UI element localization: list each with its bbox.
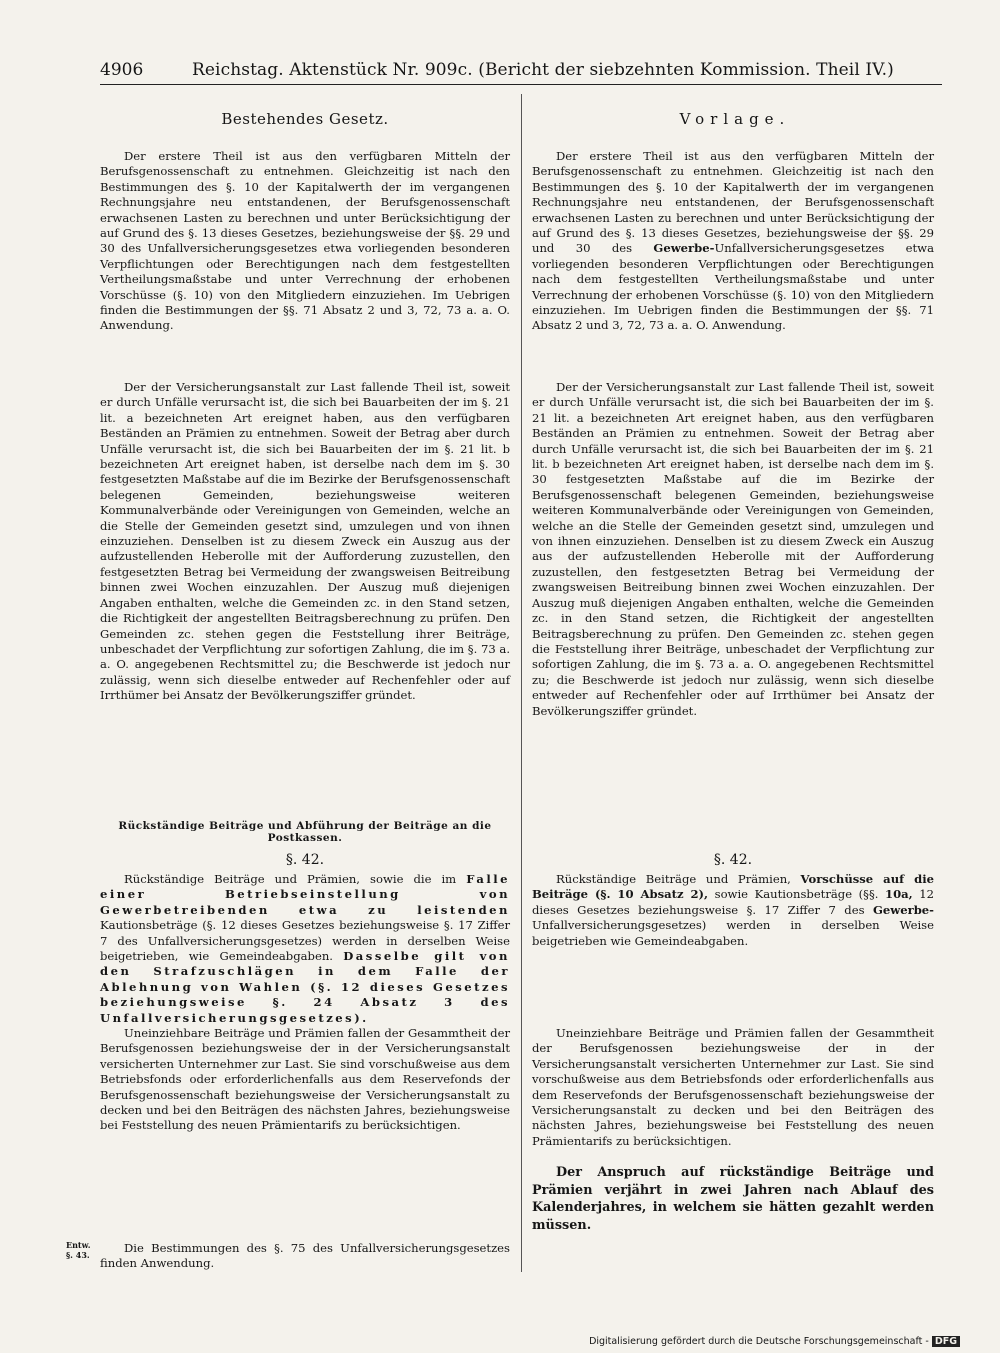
right-para-3-text bbox=[532, 872, 934, 949]
left-para-4 bbox=[100, 1026, 510, 1134]
left-para-4-text: Uneinziehbare Beiträge und Prämien fallen der Gesammtheit der Berufsgenossen beziehungsweise der in der Versicherungsanstalt versicherten Unternehmer zur Last. Sie sind vorschußweise aus dem Betriebsfonds oder erforderlichenfalls aus dem Reservefonds der Berufsgenossenschaft beziehungsweise der Versicherungsanstalt zu decken und bei den Beiträgen des nächsten Jahres, beziehungsweise bei Feststellung des neuen Prämientarifs zu berücksichtigen. bbox=[100, 1026, 510, 1133]
running-title: Reichstag. Aktenstück Nr. 909c. (Bericht der siebzehnten Kommission. Theil IV.) bbox=[192, 60, 894, 80]
right-para-5 bbox=[532, 1164, 934, 1234]
left-s42-a: Rückständige Beiträge und Prämien, sowie die im bbox=[124, 872, 457, 886]
section-heading: Rückständige Beiträge und Abführung der Beiträge an die Postkassen. bbox=[118, 820, 492, 844]
left-para-2-text: Der der Versicherungsanstalt zur Last fallende Theil ist, soweit er durch Unfälle verursacht ist, die sich bei Bauarbeiten der im §. 21 lit. a bezeichneten Art ereignet haben, aus den verfügbaren Beständen an Prämien zu entnehmen. Soweit der Betrag aber durch Unfälle verursacht ist, die sich bei Bauarbeiten der im §. 21 lit. b bezeichneten Art ereignet haben, ist derselbe nach dem im §. 30 festgesetzten Maßstabe auf die im Bezirke der Berufsgenossenschaft belegenen Gemeinden, beziehungsweise weiteren Kommunalverbände oder Vereinigungen von Gemeinden, welche an die Stelle der Gemeinden gesetzt sind, umzulegen und von ihnen einzuziehen. Denselben ist zu diesem Zweck ein Auszug aus der aufzustellenden Heberolle mit der Aufforderung zuzustellen, den festgesetzten Betrag bei Vermeidung der zwangsweisen Beitreibung binnen zwei Wochen einzuzahlen. Der Auszug muß diejenigen Angaben enthalten, welche die Gemeinden zc. in den Stand setzen, die Richtigkeit der angestellten Beitragsberechnung zu prüfen. Den Gemeinden zc. stehen gegen die Feststellung ihrer Beiträge, unbeschadet der Verpflichtung zur sofortigen Zahlung, die im §. 73 a. a. O. angegebenen Rechtsmittel zu; die Beschwerde ist jedoch nur zulässig, wenn sich dieselbe entweder auf Rechenfehler oder auf Irrthümer bei Ansatz der Bevölkerungsziffer gründet. bbox=[100, 380, 510, 703]
left-column-heading: Bestehendes Gesetz. bbox=[221, 110, 389, 128]
right-para-2 bbox=[532, 380, 934, 719]
right-s42-c: 12 dieses Gesetzes beziehungsweise §. 17 Ziffer 7 des bbox=[532, 887, 934, 917]
right-section-number: §. 42. bbox=[713, 852, 753, 868]
left-s42-spaced-1: Falle einer Betriebseinstellung von Gewerbetreibenden etwa zu leistenden bbox=[100, 872, 511, 917]
left-s42-spaced-2: Dasselbe gilt von den Strafzuschlägen in dem Falle der Ablehnung von Wahlen (§. 12 dieses Gesetzes beziehungsweise §. 24 Absatz 3 des Unfallversicherungsgesetzes). bbox=[100, 949, 510, 1025]
left-para-1 bbox=[100, 149, 510, 334]
right-para-1-b: Unfallversicherungsgesetzes etwa vorliegenden besonderen Verpflichtungen oder Berechtigungen nach dem festgestellten Vertheilungsmaßstabe und unter Verrechnung der erhobenen Vorschüsse (§. 10) von den Mitgliedern einzuziehen. Im Uebrigen finden die Bestimmungen der §§. 71 Absatz 2 und 3, 72, 73 a. a. O. Anwendung. bbox=[532, 241, 934, 333]
right-para-3 bbox=[532, 872, 934, 949]
left-s42-c: Kautionsbeträge (§. 12 dieses Gesetzes beziehungsweise §. 17 Ziffer 7 des Unfallversicherungsgesetzes) werden in derselben Weise beigetrieben, wie Gemeindeabgaben. bbox=[100, 918, 510, 964]
header-rule bbox=[100, 84, 942, 85]
margin-note-line-2: §. 43. bbox=[66, 1250, 90, 1260]
right-s42-a: Rückständige Beiträge und Prämien, bbox=[556, 872, 801, 886]
margin-note-line-1: Entw. bbox=[66, 1240, 91, 1250]
left-para-1-text: Der erstere Theil ist aus den verfügbaren Mitteln der Berufsgenossenschaft zu entnehmen. Gleichzeitig ist nach den Bestimmungen des §. 10 der Kapitalwerth der im vergangenen Rechnungsjahre neu entstandenen, der Berufsgenossenschaft erwachsenen Lasten zu berechnen und unter Berücksichtigung der auf Grund des §. 13 dieses Gesetzes, beziehungsweise der §§. 29 und 30 des Unfallversicherungsgesetzes etwa vorliegenden besonderen Verpflichtungen oder Berechtigungen nach dem festgestellten Vertheilungsmaßstabe und unter Verrechnung der erhobenen Vorschüsse (§. 10) von den Mitgliedern einzuziehen. Im Uebrigen finden die Bestimmungen der §§. 71 Absatz 2 und 3, 72, 73 a. a. O. Anwendung. bbox=[100, 149, 510, 333]
right-para-5-text: Der Anspruch auf rückständige Beiträge und Prämien verjährt in zwei Jahren nach Ablauf des Kalenderjahres, in welchem sie hätten gezahlt werden müssen. bbox=[532, 1165, 934, 1233]
dfg-logo: DFG bbox=[932, 1336, 960, 1347]
right-column-heading: Vorlage. bbox=[679, 110, 791, 128]
right-para-2-text: Der der Versicherungsanstalt zur Last fallende Theil ist, soweit er durch Unfälle verursacht ist, die sich bei Bauarbeiten der im §. 21 lit. a bezeichneten Art ereignet haben, aus den verfügbaren Beständen an Prämien zu entnehmen. Soweit der Betrag aber durch Unfälle verursacht ist, die sich bei Bauarbeiten der im §. 21 lit. b bezeichneten Art ereignet haben, ist derselbe nach dem im §. 30 festgesetzten Maßstabe auf die im Bezirke der Berufsgenossenschaft belegenen Gemeinden, beziehungsweise weiteren Kommunalverbände oder Vereinigungen von Gemeinden, welche an die Stelle der Gemeinden gesetzt sind, umzulegen und von ihnen einzuziehen. Denselben ist zu diesem Zweck ein Auszug aus der aufzustellenden Heberolle mit der Aufforderung zuzustellen, den festgesetzten Betrag bei Vermeidung der zwangsweisen Beitreibung binnen zwei Wochen einzuzahlen. Der Auszug muß diejenigen Angaben enthalten, welche die Gemeinden zc. in den Stand setzen, die Richtigkeit der angestellten Beitragsberechnung zu prüfen. Den Gemeinden zc. stehen gegen die Feststellung ihrer Beiträge, unbeschadet der Verpflichtung zur sofortigen Zahlung, die im §. 73 a. a. O. angegebenen Rechtsmittel zu; die Beschwerde ist jedoch nur zulässig, wenn sich dieselbe entweder auf Rechenfehler oder auf Irrthümer bei Ansatz der Bevölkerungsziffer gründet. bbox=[532, 380, 934, 718]
right-para-1-bold: Gewerbe- bbox=[653, 241, 715, 256]
right-para-1 bbox=[532, 149, 934, 334]
left-para-2 bbox=[100, 380, 510, 704]
page-number: 4906 bbox=[100, 60, 144, 80]
left-para-3-text bbox=[100, 872, 510, 1026]
left-para-3 bbox=[100, 872, 510, 1026]
footer-text: Digitalisierung gefördert durch die Deutsche Forschungsgemeinschaft - bbox=[589, 1336, 929, 1347]
digitization-footer bbox=[589, 1336, 960, 1347]
column-divider bbox=[521, 94, 522, 1272]
right-s42-bold-3: Gewerbe- bbox=[872, 902, 934, 917]
right-para-1-a: Der erstere Theil ist aus den verfügbaren Mitteln der Berufsgenossenschaft zu entnehmen. Gleichzeitig ist nach den Bestimmungen des §. 10 der Kapitalwerth der im vergangenen Rechnungsjahre neu entstandenen, der Berufsgenossenschaft erwachsenen Lasten zu berechnen und unter Berücksichtigung der auf Grund des §. 13 dieses Gesetzes, beziehungsweise der §§. 29 und 30 des bbox=[532, 149, 934, 256]
right-s42-bold-2: 10a, bbox=[885, 887, 913, 902]
right-s42-bold-1: Vorschüsse auf die Beiträge (§. 10 Absatz 2), bbox=[532, 872, 934, 902]
left-section-number: §. 42. bbox=[285, 852, 325, 868]
right-para-1-text bbox=[532, 149, 934, 334]
right-para-4-text: Uneinziehbare Beiträge und Prämien fallen der Gesammtheit der Berufsgenossen beziehungsweise der in der Versicherungsanstalt versicherten Unternehmer zur Last. Sie sind vorschußweise aus dem Betriebsfonds oder erforderlichenfalls aus dem Reservefonds der Berufsgenossenschaft beziehungsweise der Versicherungsanstalt zu decken und bei den Beiträgen des nächsten Jahres, beziehungsweise bei Feststellung des neuen Prämientarifs zu berücksichtigen. bbox=[532, 1026, 934, 1148]
right-s42-b: sowie Kautionsbeträge (§§. bbox=[708, 887, 885, 902]
margin-note bbox=[66, 1240, 90, 1260]
left-para-5-text: Die Bestimmungen des §. 75 des Unfallversicherungsgesetzes finden Anwendung. bbox=[100, 1241, 510, 1271]
right-s42-d: Unfallversicherungsgesetzes) werden in derselben Weise beigetrieben wie Gemeindeabgaben. bbox=[532, 918, 934, 948]
right-para-4 bbox=[532, 1026, 934, 1149]
left-para-5 bbox=[100, 1241, 510, 1272]
page-header bbox=[100, 60, 950, 84]
